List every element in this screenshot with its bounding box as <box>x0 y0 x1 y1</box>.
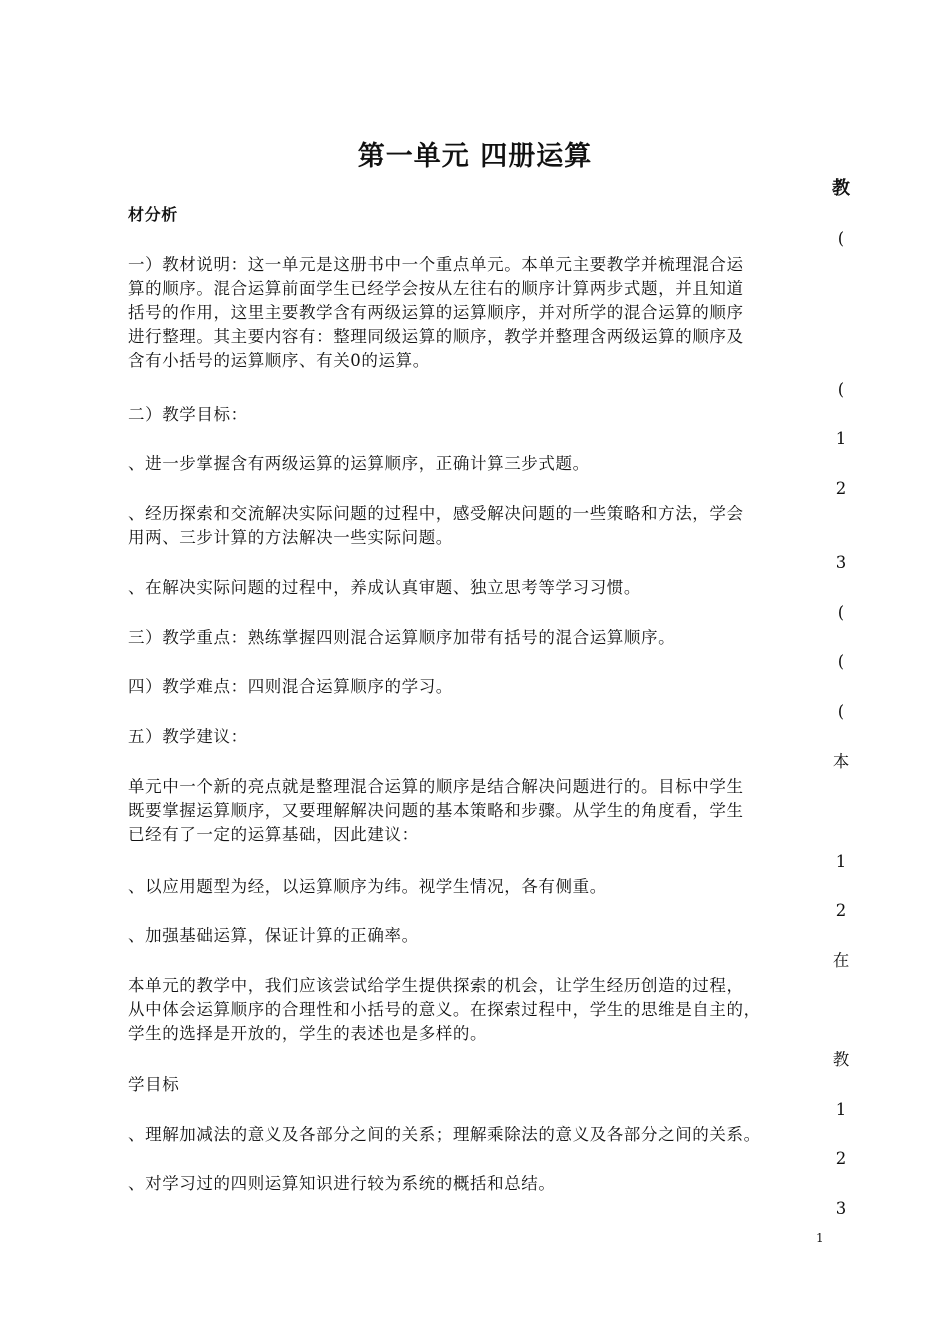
paragraph-line: 进行整理。其主要内容有：整理同级运算的顺序，教学并整理含两级运算的顺序及 <box>128 327 744 346</box>
list-item: 、经历探索和交流解决实际问题的过程中，感受解决问题的一些策略和方法，学会 <box>128 504 744 523</box>
paragraph-line: 学生的选择是开放的，学生的表述也是多样的。 <box>128 1024 488 1043</box>
paragraph-line: 一）教材说明：这一单元是这册书中一个重点单元。本单元主要教学并梳理混合运 <box>128 255 744 274</box>
paragraph-line: 含有小括号的运算顺序、有关0的运算。 <box>128 351 430 370</box>
margin-char: 1 <box>835 852 847 871</box>
margin-char: 本 <box>832 752 850 771</box>
document-title: 第一单元 四册运算 <box>357 141 593 172</box>
margin-char: ( <box>837 229 845 248</box>
paragraph-line: 五）教学建议： <box>128 727 248 746</box>
paragraph-line: 四）教学难点：四则混合运算顺序的学习。 <box>128 677 453 696</box>
list-item: 、理解加减法的意义及各部分之间的关系；理解乘除法的意义及各部分之间的关系。 <box>128 1125 761 1144</box>
paragraph-line: 单元中一个新的亮点就是整理混合运算的顺序是结合解决问题进行的。目标中学生 <box>128 777 744 796</box>
margin-char: 2 <box>835 1149 847 1168</box>
paragraph-line: 从中体会运算顺序的合理性和小括号的意义。在探索过程中，学生的思维是自主的， <box>128 1000 761 1019</box>
paragraph-line: 学目标 <box>128 1075 180 1094</box>
margin-char: ( <box>837 652 845 671</box>
list-item: 用两、三步计算的方法解决一些实际问题。 <box>128 528 453 547</box>
margin-char: ( <box>837 603 845 622</box>
margin-char: 2 <box>835 901 847 920</box>
margin-char: 在 <box>832 951 850 970</box>
paragraph-line: 括号的作用，这里主要教学含有两级运算的运算顺序，并对所学的混合运算的顺序 <box>128 303 744 322</box>
list-item: 、在解决实际问题的过程中，养成认真审题、独立思考等学习习惯。 <box>128 578 641 597</box>
paragraph-line: 既要掌握运算顺序，又要理解解决问题的基本策略和步骤。从学生的角度看，学生 <box>128 801 744 820</box>
page-number: 1 <box>816 1231 824 1245</box>
list-item: 、加强基础运算，保证计算的正确率。 <box>128 926 419 945</box>
section-heading: 材分析 <box>128 205 178 224</box>
list-item: 、对学习过的四则运算知识进行较为系统的概括和总结。 <box>128 1174 556 1193</box>
margin-char: ( <box>837 380 845 399</box>
paragraph-line: 已经有了一定的运算基础，因此建议： <box>128 825 419 844</box>
paragraph-line: 算的顺序。混合运算前面学生已经学会按从左往右的顺序计算两步式题，并且知道 <box>128 279 744 298</box>
margin-char: 1 <box>835 429 847 448</box>
margin-char: 3 <box>835 553 847 572</box>
list-item: 、进一步掌握含有两级运算的运算顺序，正确计算三步式题。 <box>128 454 590 473</box>
list-item: 、以应用题型为经，以运算顺序为纬。视学生情况，各有侧重。 <box>128 877 607 896</box>
margin-char: 2 <box>835 479 847 498</box>
margin-char: 1 <box>835 1100 847 1119</box>
paragraph-line: 本单元的教学中，我们应该尝试给学生提供探索的机会，让学生经历创造的过程， <box>128 976 744 995</box>
paragraph-line: 三）教学重点：熟练掌握四则混合运算顺序加带有括号的混合运算顺序。 <box>128 628 676 647</box>
paragraph-line: 二）教学目标： <box>128 405 248 424</box>
margin-char: ( <box>837 702 845 721</box>
margin-char: 教 <box>832 178 850 199</box>
margin-char: 教 <box>832 1050 850 1069</box>
margin-char: 3 <box>835 1199 847 1218</box>
